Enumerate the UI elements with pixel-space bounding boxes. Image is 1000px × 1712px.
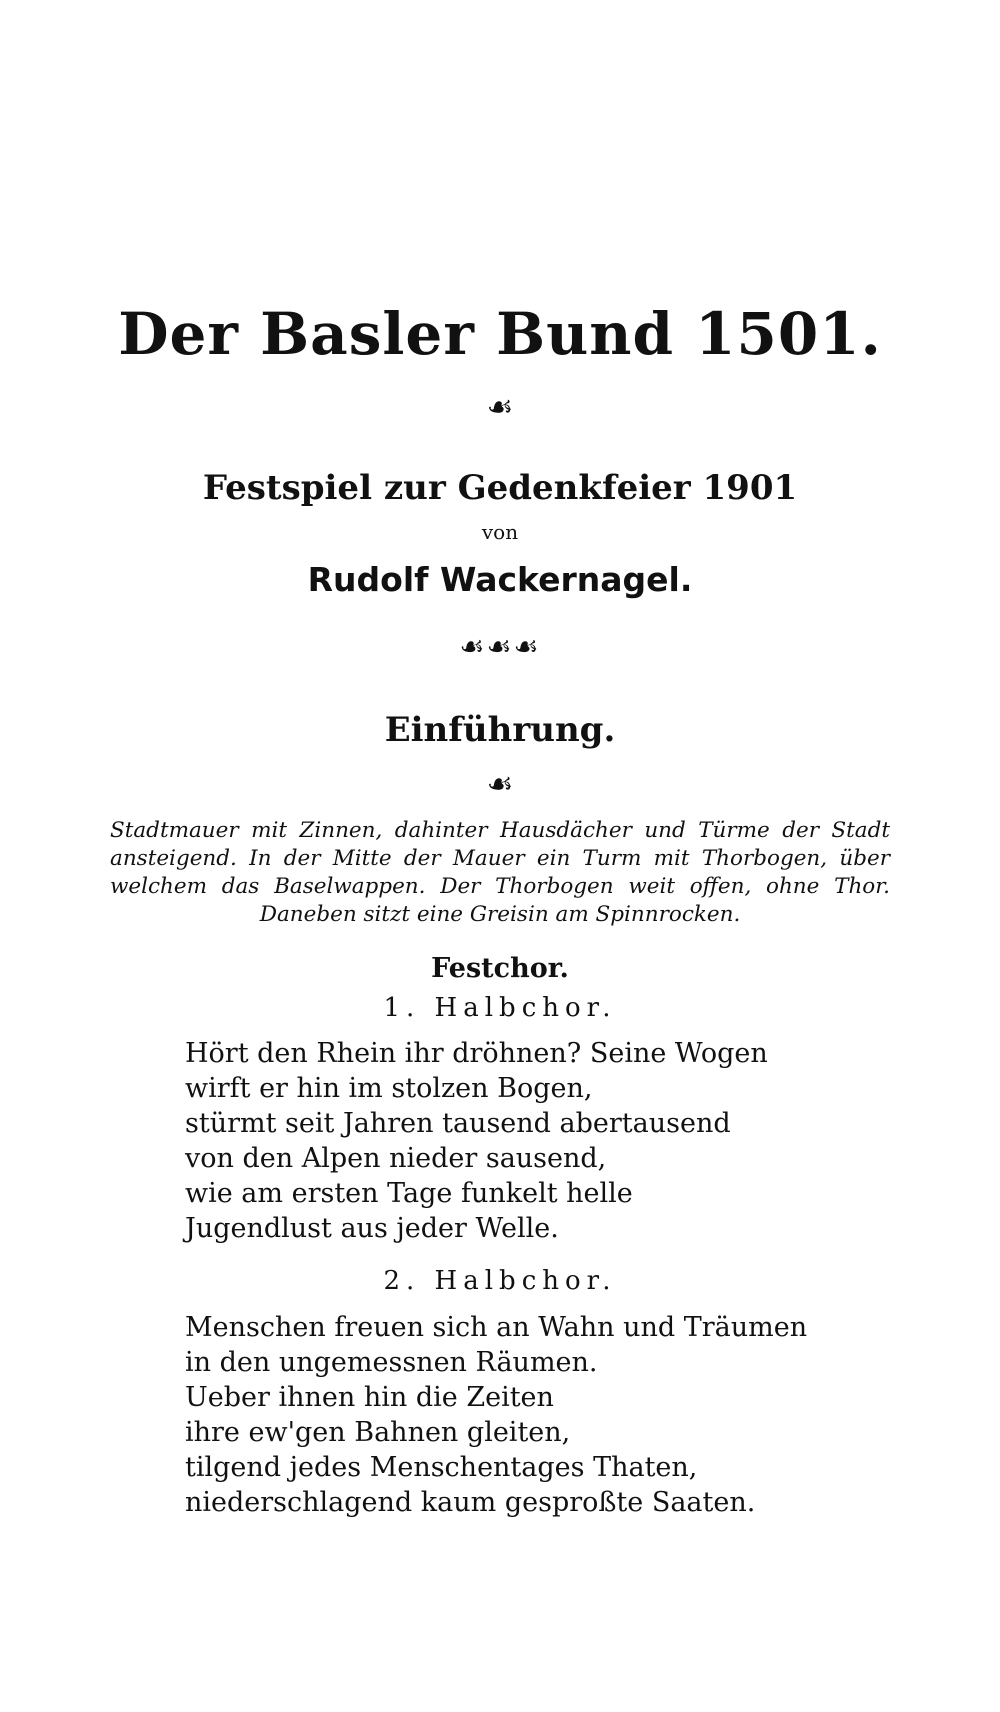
half-chorus-2-label: 2. Halbchor. <box>383 1266 617 1296</box>
stage-direction-line: Stadtmauer mit Zinnen, dahinter Hausdächer und Türme der Stadt <box>110 818 890 843</box>
chorus-title: Festchor. <box>431 953 569 984</box>
verse-block-2 <box>185 1310 807 1520</box>
byline-von: von <box>481 520 519 544</box>
verse-line: Jugendlust aus jeder Welle. <box>185 1213 559 1244</box>
half-chorus-1-label: 1. Halbchor. <box>383 993 617 1023</box>
verse-line: tilgend jedes Menschentages Thaten, <box>185 1452 698 1483</box>
page-title: Der Basler Bund 1501. <box>118 300 882 368</box>
section-heading: Einführung. <box>384 710 616 750</box>
stage-direction <box>110 817 890 929</box>
triple-fleuron-ornament-icon: ☙☙☙ <box>459 630 541 663</box>
author-name: Rudolf Wackernagel. <box>307 560 693 599</box>
verse-line: niederschlagend kaum gesproßte Saaten. <box>185 1487 756 1518</box>
verse-line: stürmt seit Jahren tausend abertausend <box>185 1108 731 1139</box>
stage-direction-line: Daneben sitzt eine Greisin am Spinnrocken. <box>259 902 741 927</box>
verse-line: Ueber ihnen hin die Zeiten <box>185 1382 554 1413</box>
verse-block-1 <box>185 1036 768 1246</box>
verse-line: ihre ew'gen Bahnen gleiten, <box>185 1417 571 1448</box>
fleuron-ornament-icon: ☙ <box>486 390 514 425</box>
verse-line: wie am ersten Tage funkelt helle <box>185 1178 633 1209</box>
verse-line: Menschen freuen sich an Wahn und Träumen <box>185 1312 808 1343</box>
verse-line: von den Alpen nieder sausend, <box>185 1143 607 1174</box>
verse-line: in den ungemessnen Räumen. <box>185 1347 598 1378</box>
verse-line: Hört den Rhein ihr dröhnen? Seine Wogen <box>185 1038 768 1069</box>
subtitle: Festspiel zur Gedenkfeier 1901 <box>202 468 798 508</box>
stage-direction-line: ansteigend. In der Mitte der Mauer ein Turm mit Thorbogen, über <box>110 846 890 871</box>
fleuron-ornament-icon: ☙ <box>486 767 514 802</box>
verse-line: wirft er hin im stolzen Bogen, <box>185 1073 593 1104</box>
stage-direction-line: welchem das Baselwappen. Der Thorbogen weit offen, ohne Thor. <box>110 874 890 899</box>
